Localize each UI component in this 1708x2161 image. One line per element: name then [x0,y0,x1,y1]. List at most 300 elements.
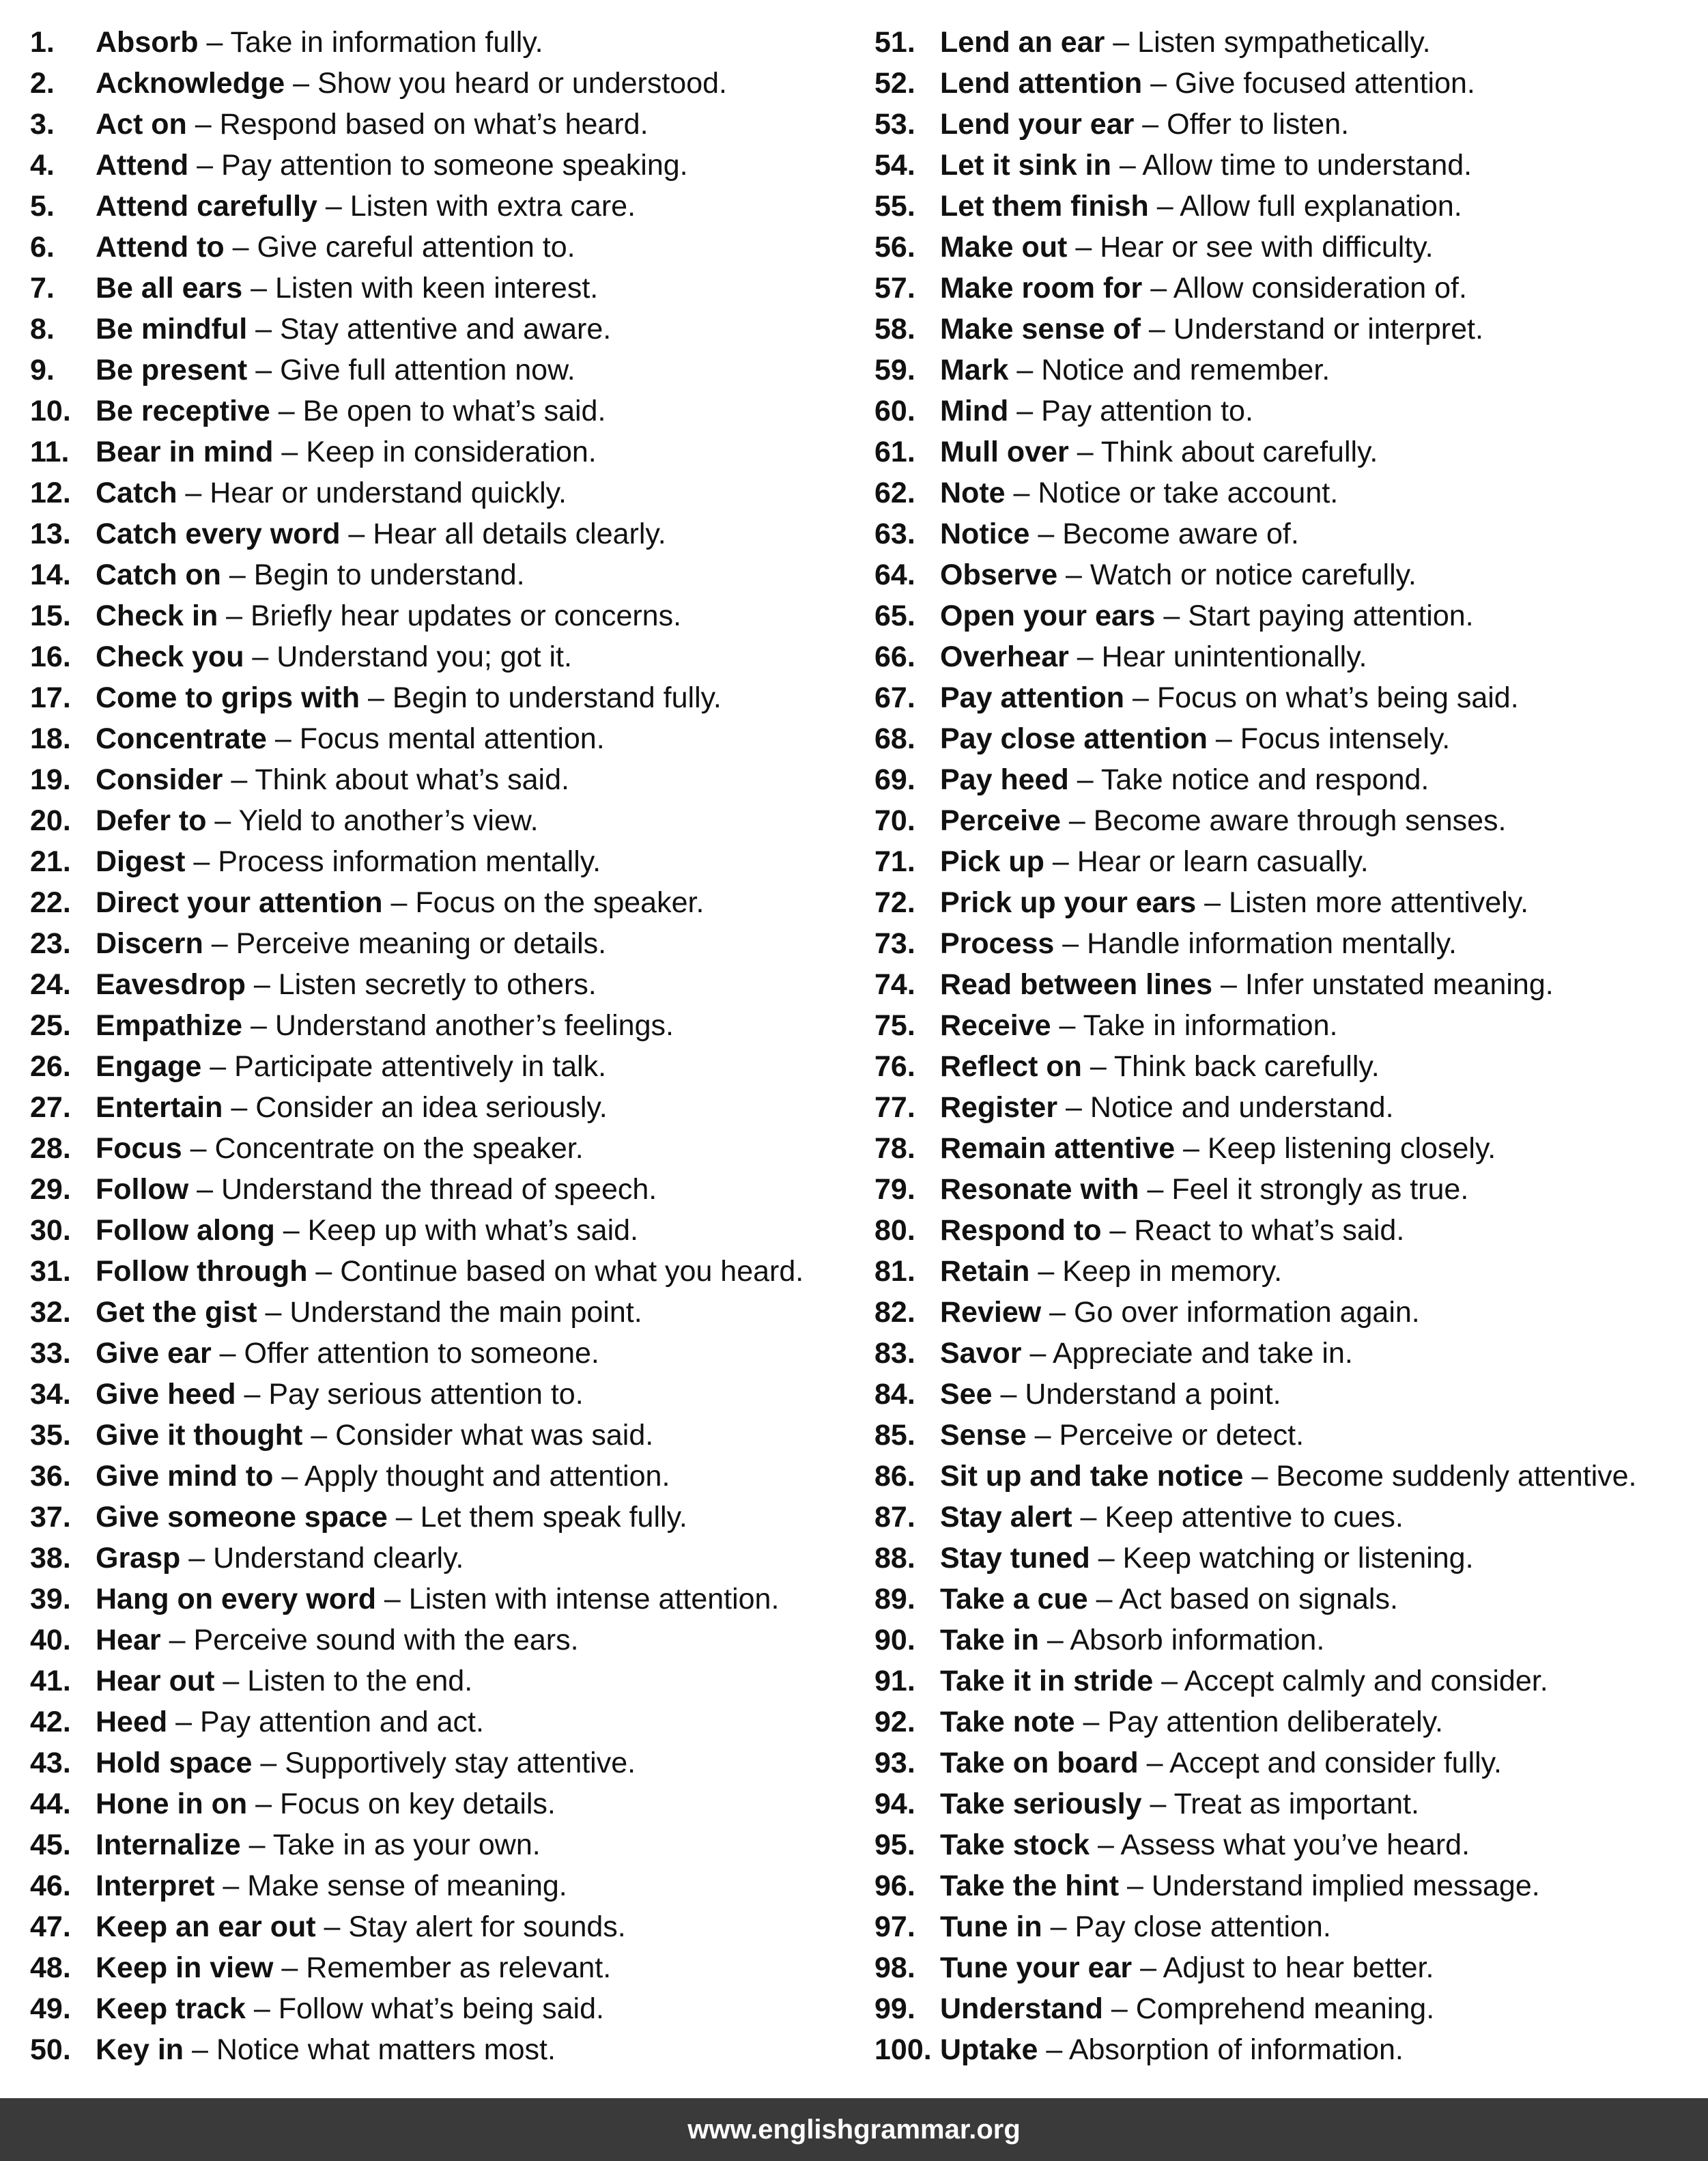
item-number: 78. [874,1132,915,1165]
item-term: Concentrate [96,722,267,755]
item-term: Savor [940,1337,1022,1370]
item-number: 27. [30,1091,71,1124]
item-separator: – [244,640,277,673]
item-number: 57. [874,272,915,305]
item-term: Attend [96,149,189,182]
item-definition: Give focused attention. [1175,67,1475,100]
list-item [30,1988,849,2029]
list-item [30,1210,849,1251]
item-definition: Keep up with what’s said. [307,1214,639,1247]
list-item [30,513,849,554]
item-term: Overhear [940,640,1069,673]
item-term: Pay heed [940,763,1069,796]
item-number: 79. [874,1173,915,1206]
item-number: 91. [874,1665,915,1697]
item-definition: Take in information fully. [230,26,543,59]
item-number: 73. [874,927,915,960]
item-definition: Allow time to understand. [1142,149,1472,182]
item-term: Stay alert [940,1501,1072,1534]
item-separator: – [184,2033,216,2066]
list-item [30,1906,849,1947]
item-number: 42. [30,1706,71,1738]
item-definition: Show you heard or understood. [317,67,727,100]
item-number: 16. [30,640,71,673]
item-term: Pick up [940,845,1044,878]
list-item [874,554,1700,595]
item-number: 30. [30,1214,71,1247]
item-number: 75. [874,1009,915,1042]
item-definition: Listen to the end. [247,1665,473,1697]
item-separator: – [247,354,281,386]
list-item [30,595,849,636]
item-term: Engage [96,1050,202,1083]
website-link[interactable]: www.englishgrammar.org [687,2115,1021,2145]
item-definition: Understand clearly. [213,1542,464,1574]
item-definition: Focus on what’s being said. [1156,681,1519,714]
item-definition: Keep in consideration. [306,436,597,468]
item-term: Remain attentive [940,1132,1176,1165]
item-definition: Pay attention and act. [199,1706,484,1738]
list-item [874,1661,1700,1701]
item-separator: – [273,1951,307,1984]
list-item [30,1087,849,1128]
list-item [30,1456,849,1497]
item-definition: Listen with keen interest. [274,272,599,305]
item-number: 18. [30,722,71,755]
list-item [874,1579,1700,1620]
item-number: 14. [30,559,71,591]
item-number: 11. [30,436,70,468]
list-item [874,472,1700,513]
list-item [30,1947,849,1988]
list-item [30,1538,849,1579]
item-separator: – [1060,804,1094,837]
item-number: 62. [874,477,915,509]
list-item [874,1210,1700,1251]
item-term: Interpret [96,1869,215,1902]
item-term: Check in [96,599,218,632]
list-item [30,1251,849,1292]
item-number: 56. [874,231,915,264]
item-separator: – [1041,1296,1074,1329]
item-separator: – [1175,1132,1208,1165]
item-term: Hold space [96,1747,253,1779]
list-item [30,1742,849,1783]
item-definition: Notice and understand. [1090,1091,1394,1124]
item-number: 41. [30,1665,71,1697]
list-item [874,1333,1700,1374]
item-definition: Focus intensely. [1240,722,1451,755]
list-item [874,923,1700,964]
item-separator: – [1057,559,1090,591]
item-separator: – [1138,1747,1170,1779]
item-separator: – [1072,1501,1105,1534]
item-term: Defer to [96,804,207,837]
item-term: Acknowledge [96,67,285,100]
item-separator: – [1008,395,1042,427]
item-number: 66. [874,640,915,673]
item-term: Notice [940,518,1030,550]
item-definition: Keep attentive to cues. [1105,1501,1404,1534]
item-separator: – [266,722,300,755]
item-term: Tune in [940,1910,1042,1943]
list-item [874,2029,1700,2070]
item-separator: – [1124,681,1157,714]
item-term: Follow along [96,1214,275,1247]
item-separator: – [247,313,280,345]
item-number: 96. [874,1869,915,1902]
item-term: Be mindful [96,313,248,345]
item-number: 90. [874,1624,915,1656]
item-number: 12. [30,477,71,509]
item-separator: – [247,1788,280,1820]
item-number: 39. [30,1583,71,1615]
list-item [874,636,1700,677]
item-term: Observe [940,559,1058,591]
item-number: 22. [30,886,71,919]
list-item [874,1169,1700,1210]
list-item [30,1046,849,1087]
item-definition: Hear or understand quickly. [210,477,567,509]
item-term: Take stock [940,1828,1090,1861]
item-separator: – [1029,518,1063,550]
item-separator: – [252,1747,285,1779]
item-definition: Become suddenly attentive. [1276,1460,1637,1493]
item-term: Take it in stride [940,1665,1154,1697]
list-item [30,923,849,964]
list-item [874,1415,1700,1456]
item-definition: Accept and consider fully. [1169,1747,1502,1779]
item-term: Process [940,927,1055,960]
item-separator: – [1067,231,1100,264]
item-definition: Process information mentally. [218,845,601,878]
list-item [30,636,849,677]
item-number: 10. [30,395,71,427]
list-item [874,513,1700,554]
list-item [30,964,849,1005]
list-item [874,677,1700,718]
list-item [874,1456,1700,1497]
item-definition: Take in as your own. [272,1828,541,1861]
item-definition: Focus on key details. [279,1788,556,1820]
list-item [874,1087,1700,1128]
item-number: 24. [30,968,71,1001]
item-separator: – [1101,1214,1135,1247]
item-term: Empathize [96,1009,243,1042]
item-term: Sense [940,1419,1027,1452]
list-item [874,1824,1700,1865]
item-definition: Think back carefully. [1113,1050,1380,1083]
list-item [30,145,849,186]
list-item [30,1333,849,1374]
item-term: Mind [940,395,1009,427]
item-definition: Comprehend meaning. [1135,1992,1435,2025]
item-definition: Understand a point. [1025,1378,1281,1411]
item-number: 71. [874,845,915,878]
item-separator: – [167,1706,200,1738]
item-definition: Accept calmly and consider. [1184,1665,1548,1697]
list-item [30,104,849,145]
item-number: 83. [874,1337,915,1370]
item-separator: – [1141,1788,1174,1820]
item-definition: Adjust to hear better. [1163,1951,1434,1984]
item-term: Let it sink in [940,149,1111,182]
item-definition: Think about carefully. [1100,436,1378,468]
list-item [874,104,1700,145]
item-term: Be present [96,354,248,386]
item-definition: Listen more attentively. [1229,886,1529,919]
item-number: 9. [30,354,55,386]
item-number: 87. [874,1501,915,1534]
item-definition: Follow what’s being said. [278,1992,604,2025]
item-definition: Give full attention now. [280,354,575,386]
item-number: 17. [30,681,71,714]
item-number: 29. [30,1173,71,1206]
item-term: Entertain [96,1091,223,1124]
item-term: Take on board [940,1747,1139,1779]
item-separator: – [1081,1050,1114,1083]
item-definition: Consider what was said. [335,1419,654,1452]
item-separator: – [1044,845,1077,878]
item-separator: – [273,1460,304,1493]
item-term: Consider [96,763,223,796]
item-number: 93. [874,1747,915,1779]
item-separator: – [1153,1665,1184,1697]
list-item [30,1292,849,1333]
list-item [30,22,849,63]
list-item [874,1865,1700,1906]
item-definition: Allow full explanation. [1180,190,1462,223]
item-number: 50. [30,2033,71,2066]
item-number: 38. [30,1542,71,1574]
list-item [30,309,849,350]
item-separator: – [992,1378,1025,1411]
item-term: Stay tuned [940,1542,1090,1574]
item-term: Reflect on [940,1050,1082,1083]
list-item [30,800,849,841]
item-term: Respond to [940,1214,1102,1247]
list-item [30,882,849,923]
item-number: 6. [30,231,55,264]
item-term: Review [940,1296,1042,1329]
item-separator: – [375,1583,409,1615]
item-number: 97. [874,1910,915,1943]
list-item [30,1620,849,1661]
list-item [30,1128,849,1169]
item-definition: Concentrate on the speaker. [214,1132,584,1165]
list-item [874,186,1700,227]
item-definition: Hear unintentionally. [1101,640,1367,673]
item-number: 81. [874,1255,915,1288]
item-separator: – [270,395,303,427]
item-separator: – [242,272,275,305]
item-definition: Begin to understand fully. [392,681,722,714]
item-number: 28. [30,1132,71,1165]
item-term: Understand [940,1992,1103,2025]
item-separator: – [285,67,317,100]
item-definition: Notice or take account. [1038,477,1339,509]
list-item [30,677,849,718]
item-term: Key in [96,2033,184,2066]
list-item [874,800,1700,841]
item-term: Eavesdrop [96,968,246,1001]
item-number: 67. [874,681,915,714]
list-item [30,1824,849,1865]
item-separator: – [211,1337,244,1370]
item-definition: Briefly hear updates or concerns. [251,599,682,632]
item-separator: – [1148,190,1180,223]
item-definition: Offer attention to someone. [244,1337,599,1370]
item-term: Note [940,477,1006,509]
item-number: 25. [30,1009,71,1042]
item-definition: Understand another’s feelings. [274,1009,674,1042]
item-term: Hone in on [96,1788,248,1820]
word-list-column-left [30,22,849,2070]
item-separator: – [1051,1009,1083,1042]
item-definition: Pay attention to someone speaking. [220,149,688,182]
list-item [874,1497,1700,1538]
item-definition: Listen secretly to others. [278,968,597,1001]
list-item [874,1906,1700,1947]
item-separator: – [1140,313,1173,345]
item-separator: – [188,1173,221,1206]
item-term: Make out [940,231,1068,264]
item-separator: – [1090,1542,1123,1574]
list-item [874,391,1700,432]
item-separator: – [1090,1828,1121,1861]
item-term: Sit up and take notice [940,1460,1244,1493]
item-term: Focus [96,1132,182,1165]
item-definition: Focus on the speaker. [415,886,704,919]
item-number: 34. [30,1378,71,1411]
item-number: 63. [874,518,915,550]
list-item [30,1005,849,1046]
item-number: 44. [30,1788,71,1820]
list-item [30,841,849,882]
list-item [874,22,1700,63]
item-separator: – [1105,26,1138,59]
item-definition: Take notice and respond. [1100,763,1429,796]
item-definition: Understand you; got it. [276,640,572,673]
item-definition: Keep listening closely. [1207,1132,1496,1165]
list-item [30,1701,849,1742]
item-separator: – [198,26,231,59]
item-number: 4. [30,149,55,182]
list-item [874,432,1700,472]
item-term: Come to grips with [96,681,360,714]
item-definition: Stay attentive and aware. [279,313,612,345]
item-separator: – [1005,477,1038,509]
list-item [874,595,1700,636]
item-separator: – [160,1624,194,1656]
item-separator: – [218,599,251,632]
item-number: 88. [874,1542,915,1574]
item-term: Catch every word [96,518,341,550]
list-item [30,1661,849,1701]
item-separator: – [1021,1337,1053,1370]
list-item [874,350,1700,391]
item-number: 15. [30,599,71,632]
item-number: 74. [874,968,915,1001]
item-separator: – [206,804,239,837]
list-item [30,227,849,268]
list-item [874,1251,1700,1292]
item-definition: Participate attentively in talk. [234,1050,607,1083]
item-definition: Allow consideration of. [1173,272,1467,305]
item-separator: – [257,1296,290,1329]
item-number: 55. [874,190,915,223]
item-definition: Start paying attention. [1188,599,1474,632]
item-term: Give mind to [96,1460,274,1493]
item-separator: – [1057,1091,1090,1124]
list-item [874,1947,1700,1988]
item-term: Absorb [96,26,199,59]
item-number: 45. [30,1828,71,1861]
item-separator: – [302,1419,336,1452]
item-term: Bear in mind [96,436,274,468]
item-separator: – [1054,927,1087,960]
item-term: Follow [96,1173,189,1206]
item-definition: Notice and remember. [1041,354,1330,386]
item-number: 1. [30,26,55,59]
item-separator: – [223,1091,256,1124]
item-definition: Remember as relevant. [306,1951,612,1984]
item-separator: – [188,149,221,182]
item-number: 89. [874,1583,915,1615]
item-separator: – [360,681,393,714]
word-list-column-right [874,22,1700,2070]
item-term: Make sense of [940,313,1141,345]
item-number: 13. [30,518,71,550]
list-item [30,1497,849,1538]
item-definition: Appreciate and take in. [1052,1337,1353,1370]
item-term: Take the hint [940,1869,1120,1902]
list-item [30,472,849,513]
item-separator: – [1102,1992,1136,2025]
item-separator: – [1243,1460,1277,1493]
item-definition: Become aware through senses. [1093,804,1507,837]
item-term: Tune your ear [940,1951,1133,1984]
item-number: 43. [30,1747,71,1779]
item-separator: – [1042,1910,1075,1943]
item-term: Uptake [940,2033,1038,2066]
item-separator: – [1008,354,1042,386]
list-item [874,1046,1700,1087]
item-term: Be all ears [96,272,243,305]
item-separator: – [1068,763,1101,796]
item-separator: – [1111,149,1143,182]
item-separator: – [387,1501,421,1534]
list-item [874,964,1700,1005]
item-number: 61. [874,436,915,468]
item-separator: – [315,1910,349,1943]
list-item [874,268,1700,309]
list-item [30,759,849,800]
item-separator: – [1155,599,1189,632]
item-separator: – [1074,1706,1108,1738]
list-item [874,1292,1700,1333]
item-term: Read between lines [940,968,1213,1001]
item-number: 31. [30,1255,71,1288]
item-term: Pay close attention [940,722,1208,755]
item-number: 36. [30,1460,71,1493]
item-separator: – [1026,1419,1059,1452]
item-definition: Understand the thread of speech. [220,1173,657,1206]
item-definition: Perceive sound with the ears. [193,1624,579,1656]
list-item [30,432,849,472]
list-item [30,554,849,595]
item-term: Discern [96,927,203,960]
